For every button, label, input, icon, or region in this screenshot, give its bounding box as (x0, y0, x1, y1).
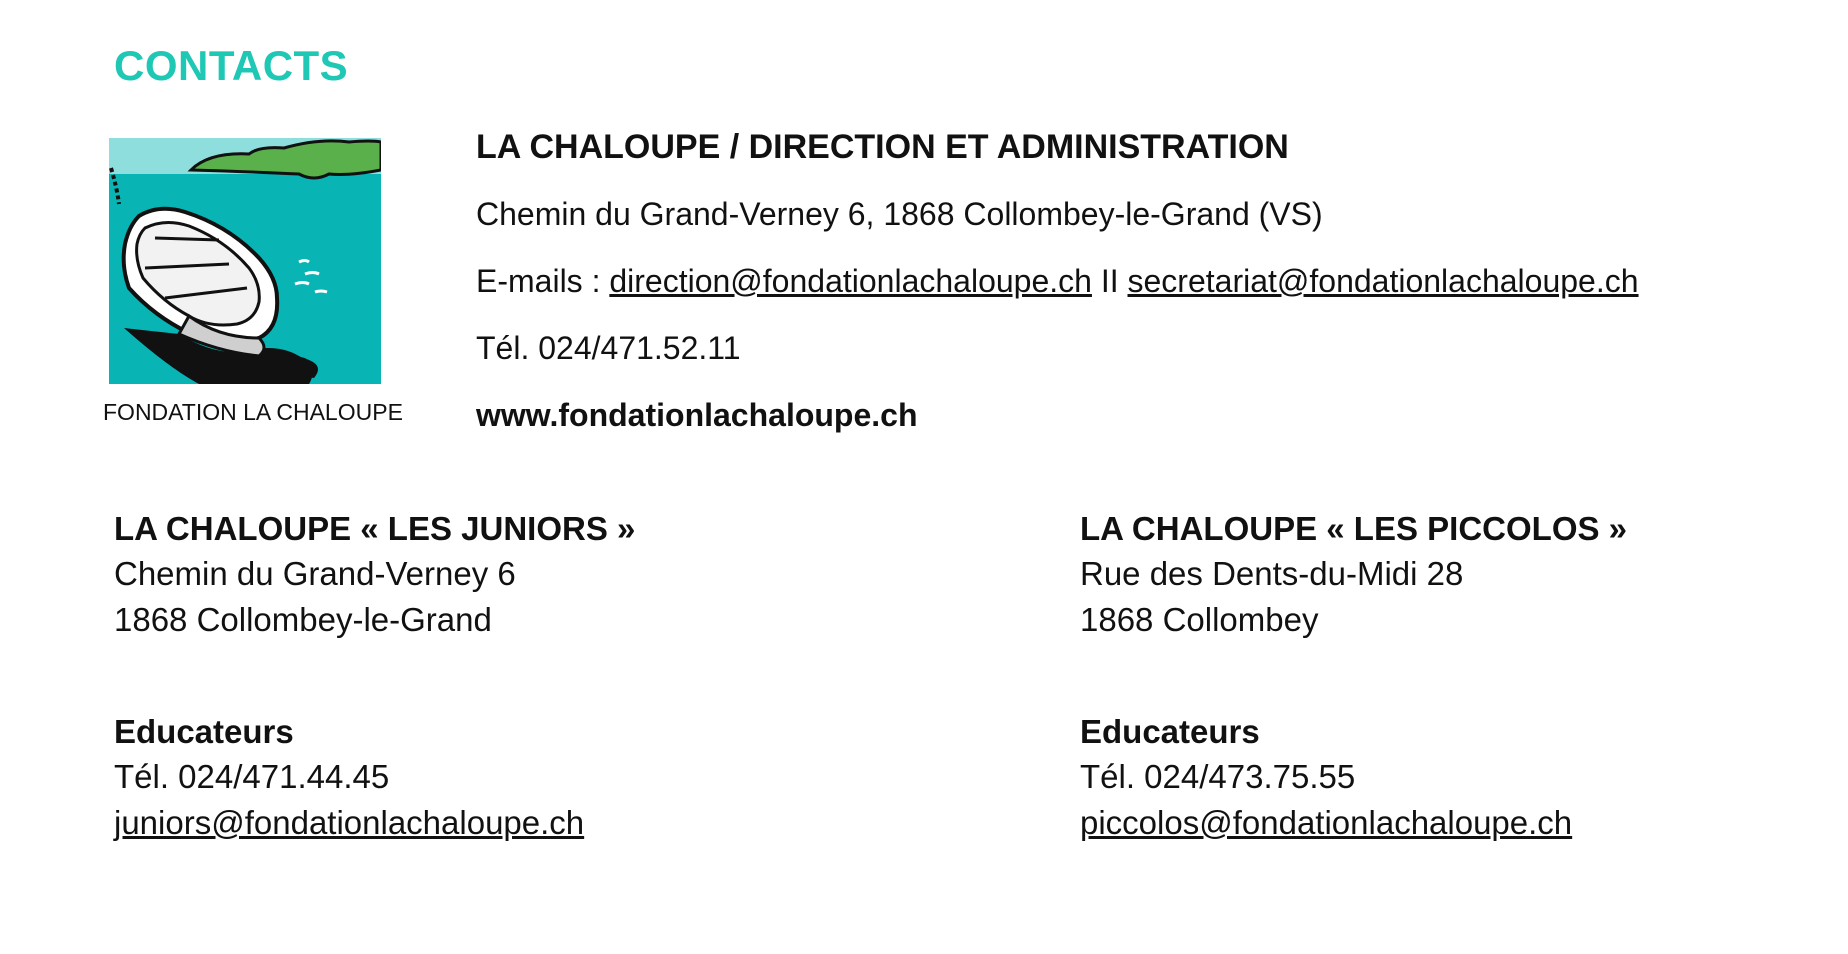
juniors-email-link[interactable]: juniors@fondationlachaloupe.ch (114, 804, 585, 841)
piccolos-staff-title: Educateurs (1080, 713, 1260, 750)
fondation-logo (109, 138, 381, 384)
juniors-phone: Tél. 024/471.44.45 (114, 758, 390, 795)
website-link[interactable]: www.fondationlachaloupe.ch (476, 397, 918, 433)
direction-emails (476, 265, 1639, 297)
juniors-staff-title: Educateurs (114, 713, 294, 750)
boat-illustration (109, 138, 381, 384)
piccolos-title: LA CHALOUPE « LES PICCOLOS » (1080, 510, 1628, 547)
logo-caption: FONDATION LA CHALOUPE (103, 399, 403, 425)
page-title: CONTACTS (114, 42, 349, 89)
piccolos-phone: Tél. 024/473.75.55 (1080, 758, 1356, 795)
piccolos-city: 1868 Collombey (1080, 601, 1319, 638)
email-separator: II (1100, 263, 1119, 299)
direction-title: LA CHALOUPE / DIRECTION ET ADMINISTRATION (476, 128, 1289, 166)
piccolos-street: Rue des Dents-du-Midi 28 (1080, 555, 1464, 592)
juniors-title: LA CHALOUPE « LES JUNIORS » (114, 510, 636, 547)
direction-phone: Tél. 024/471.52.11 (476, 330, 741, 366)
email-secretariat-link[interactable]: secretariat@fondationlachaloupe.ch (1127, 263, 1639, 299)
juniors-street: Chemin du Grand-Verney 6 (114, 555, 516, 592)
direction-address: Chemin du Grand-Verney 6, 1868 Collombey-le-Grand (VS) (476, 196, 1323, 232)
emails-label: E-mails : (476, 263, 601, 299)
piccolos-email-link[interactable]: piccolos@fondationlachaloupe.ch (1080, 804, 1573, 841)
email-direction-link[interactable]: direction@fondationlachaloupe.ch (609, 263, 1092, 299)
juniors-city: 1868 Collombey-le-Grand (114, 601, 492, 638)
